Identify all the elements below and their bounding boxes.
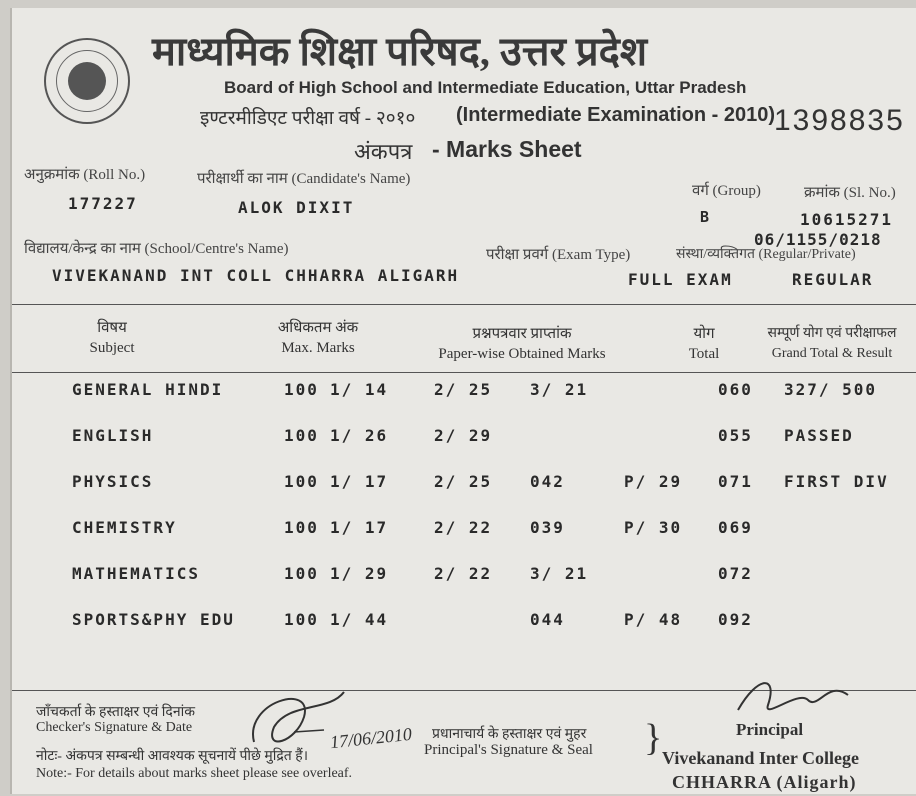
board-title-hindi: माध्यमिक शिक्षा परिषद, उत्तर प्रदेश [152,29,648,74]
board-title-english: Board of High School and Intermediate Education, Uttar Pradesh [224,78,747,97]
row-max-marks: 100 [284,518,319,537]
principal-label-hindi: प्रधानाचार्य के हस्ताक्षर एवं मुहर [432,727,587,742]
max-marks-header: अधिकतम अंक Max. Marks [277,320,359,356]
row-max-marks: 100 [284,426,319,445]
row-total: 072 [718,564,753,583]
table-header-rule [12,372,916,373]
row-max-marks: 100 [284,610,319,629]
row-paper-1: 1/ 17 [330,472,389,491]
row-total: 092 [718,610,753,629]
subject-header: विषय Subject [89,320,135,356]
row-paper-3: 044 [530,610,565,629]
total-header: योग Total [688,326,720,362]
row-max-marks: 100 [284,472,319,491]
regular-value: REGULAR [792,270,874,289]
row-paper-2: 2/ 22 [434,564,493,583]
regular-label: संस्था/व्यक्तिगत (Regular/Private) [676,247,856,262]
row-paper-1: 1/ 14 [330,380,389,399]
roll-label: अनुक्रमांक (Roll No.) [24,167,146,183]
checker-label-english: Checker's Signature & Date [36,720,193,735]
row-paper-1: 1/ 26 [330,426,389,445]
group-value: B [700,208,712,226]
row-paper-3: 3/ 21 [530,380,589,399]
row-paper-2: 2/ 25 [434,472,493,491]
row-total: 060 [718,380,753,399]
roll-value: 177227 [68,194,138,213]
school-label: विद्यालय/केन्द्र का नाम (School/Centre's Name) [24,241,289,257]
row-paper-1: 1/ 44 [330,610,389,629]
row-paper-3: 039 [530,518,565,537]
principal-brace: } [644,717,663,759]
paper-marks-header: प्रश्नपत्रवार प्राप्तांक Paper-wise Obtained Marks [438,326,606,362]
principal-stamp-title: Principal [736,720,804,739]
row-result: FIRST DIV [784,472,889,491]
exam-year-hindi: इण्टरमीडिएट परीक्षा वर्ष - २०१० [200,108,416,129]
principal-stamp-line2: CHHARRA (Aligarh) [672,772,857,792]
principal-stamp-line1: Vivekanand Inter College [662,748,860,768]
row-result: PASSED [784,426,854,445]
row-subject: PHYSICS [72,472,154,491]
note-english: Note:- For details about marks sheet please see overleaf. [36,766,353,781]
note-hindi: नोटः- अंकपत्र सम्बन्धी आवश्यक सूचनायें पीछे मुद्रित हैं। [36,749,309,764]
row-subject: CHEMISTRY [72,518,177,537]
row-paper-2: 2/ 25 [434,380,493,399]
grand-total-header: सम्पूर्ण योग एवं परीक्षाफल Grand Total & Result [767,326,897,361]
marks-sheet-hindi: अंकपत्र [354,139,413,164]
row-total: 069 [718,518,753,537]
sl-value: 10615271 [800,210,894,229]
row-paper-2: 2/ 29 [434,426,493,445]
table-top-rule [12,304,916,305]
row-subject: GENERAL HINDI [72,380,224,399]
code-value: 06/1155/0218 [754,230,882,249]
board-seal-icon [44,38,130,124]
signature-date: 17/06/2010 [329,723,413,753]
exam-type-value: FULL EXAM [628,270,733,289]
exam-year-english: (Intermediate Examination - 2010) [456,104,775,126]
row-paper-4: P/ 29 [624,472,683,491]
row-paper-3: 3/ 21 [530,564,589,583]
row-total: 071 [718,472,753,491]
group-label: वर्ग (Group) [692,183,761,199]
row-total: 055 [718,426,753,445]
row-max-marks: 100 [284,380,319,399]
row-subject: SPORTS&PHY EDU [72,610,235,629]
row-paper-1: 1/ 17 [330,518,389,537]
principal-label-english: Principal's Signature & Seal [424,742,593,758]
row-paper-4: P/ 30 [624,518,683,537]
row-paper-4: P/ 48 [624,610,683,629]
row-subject: MATHEMATICS [72,564,200,583]
row-paper-2: 2/ 22 [434,518,493,537]
row-paper-1: 1/ 29 [330,564,389,583]
row-paper-3: 042 [530,472,565,491]
school-value: VIVEKANAND INT COLL CHHARRA ALIGARH [52,266,460,285]
name-label: परीक्षार्थी का नाम (Candidate's Name) [197,171,411,187]
exam-type-label: परीक्षा प्रवर्ग (Exam Type) [486,247,631,263]
checker-label-hindi: जाँचकर्ता के हस्ताक्षर एवं दिनांक [36,705,195,720]
name-value: ALOK DIXIT [238,198,355,217]
row-subject: ENGLISH [72,426,154,445]
marks-sheet-english: - Marks Sheet [432,136,582,162]
row-result: 327/ 500 [784,380,878,399]
row-max-marks: 100 [284,564,319,583]
marks-sheet [10,8,916,794]
serial-number-top: 1398835 [774,104,905,137]
sl-label: क्रमांक (Sl. No.) [804,185,896,201]
